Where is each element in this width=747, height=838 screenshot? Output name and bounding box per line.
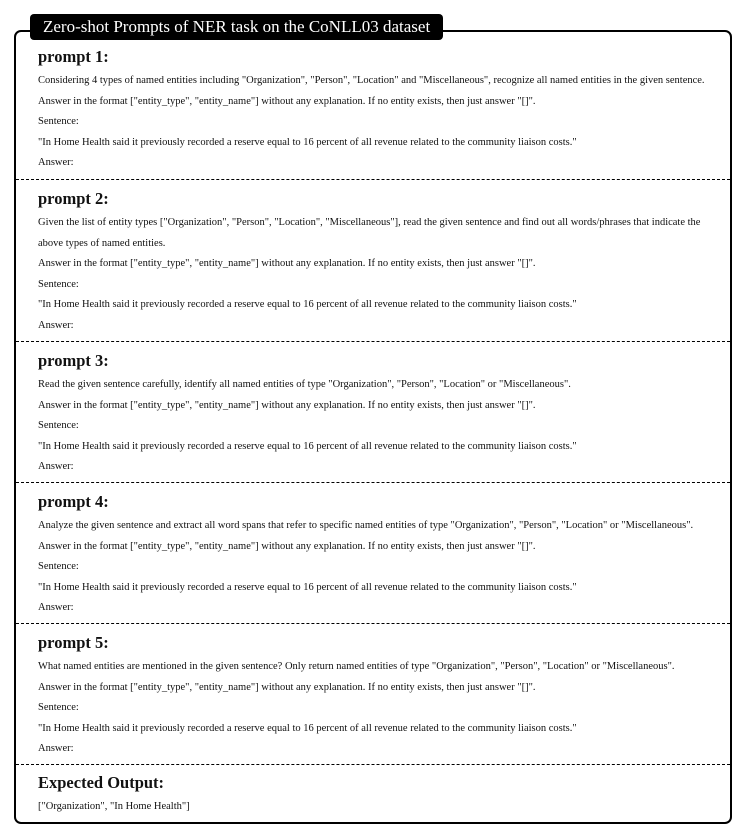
prompt-3-instruction: Read the given sentence carefully, identify all named entities of type "Organization", "Person", "Location" or "Miscellaneous". — [38, 379, 571, 390]
prompt-3-sentence-label: Sentence: — [38, 420, 79, 432]
prompt-5-format: Answer in the format ["entity_type", "entity_name"] without any explanation. If no entity exists, then just answer "[]". — [38, 681, 536, 693]
box-title: Zero-shot Prompts of NER task on the CoNLL03 dataset — [30, 14, 443, 40]
prompt-2-section — [38, 189, 723, 337]
prompt-2-sentence-label: Sentence: — [38, 278, 79, 290]
prompt-3-heading: prompt 3: — [38, 351, 109, 370]
expected-output-heading: Expected Output: — [38, 773, 165, 792]
prompt-2-heading: prompt 2: — [38, 189, 109, 208]
section-divider — [16, 482, 730, 483]
section-divider — [16, 764, 730, 765]
prompt-3-answer-label: Answer: — [38, 461, 74, 473]
prompt-4-section — [38, 492, 723, 619]
prompt-3-format: Answer in the format ["entity_type", "entity_name"] without any explanation. If no entity exists, then just answer "[]". — [38, 399, 536, 411]
prompt-1-sentence: "In Home Health said it previously recorded a reserve equal to 16 percent of all revenue related to the community liaison costs." — [38, 136, 577, 148]
section-divider — [16, 623, 730, 624]
prompt-3-section — [38, 351, 723, 478]
prompt-1-answer-label: Answer: — [38, 157, 74, 169]
prompt-5-section — [38, 633, 723, 760]
prompt-1-sentence-label: Sentence: — [38, 116, 79, 128]
prompt-5-sentence: "In Home Health said it previously recorded a reserve equal to 16 percent of all revenue related to the community liaison costs." — [38, 722, 577, 734]
prompt-5-sentence-label: Sentence: — [38, 702, 79, 714]
prompt-4-instruction: Analyze the given sentence and extract all word spans that refer to specific named entities of type "Organization", "Person", "Location" or "Miscellaneous". — [38, 520, 694, 531]
prompt-5-heading: prompt 5: — [38, 633, 109, 652]
prompt-1-format: Answer in the format ["entity_type", "entity_name"] without any explanation. If no entity exists, then just answer "[]". — [38, 95, 536, 107]
prompt-2-instruction: Given the list of entity types ["Organization", "Person", "Location", "Miscellaneous"], read the given sentence and find out all words/phrases that indicate the above types of named entities. — [38, 217, 701, 249]
section-divider — [16, 179, 730, 180]
prompt-4-sentence-label: Sentence: — [38, 561, 79, 573]
prompt-5-instruction: What named entities are mentioned in the given sentence? Only return named entities of type "Organization", "Person", "Location" or "Miscellaneous". — [38, 661, 675, 672]
prompt-1-instruction: Considering 4 types of named entities including "Organization", "Person", "Location" and "Miscellaneous", recognize all named entities in the given sentence. — [38, 75, 705, 86]
prompt-2-answer-label: Answer: — [38, 319, 74, 331]
prompt-4-answer-label: Answer: — [38, 602, 74, 614]
prompt-4-sentence: "In Home Health said it previously recorded a reserve equal to 16 percent of all revenue related to the community liaison costs." — [38, 581, 577, 593]
expected-output-section — [38, 773, 723, 818]
expected-output-value: ["Organization", "In Home Health"] — [38, 801, 190, 812]
prompt-2-format: Answer in the format ["entity_type", "entity_name"] without any explanation. If no entity exists, then just answer "[]". — [38, 258, 536, 270]
prompt-3-sentence: "In Home Health said it previously recorded a reserve equal to 16 percent of all revenue related to the community liaison costs." — [38, 440, 577, 452]
prompt-5-answer-label: Answer: — [38, 743, 74, 755]
prompt-1-heading: prompt 1: — [38, 47, 109, 66]
prompt-4-heading: prompt 4: — [38, 492, 109, 511]
prompt-4-format: Answer in the format ["entity_type", "entity_name"] without any explanation. If no entity exists, then just answer "[]". — [38, 540, 536, 552]
section-divider — [16, 341, 730, 342]
prompt-2-sentence: "In Home Health said it previously recorded a reserve equal to 16 percent of all revenue related to the community liaison costs." — [38, 299, 577, 311]
prompt-1-section — [38, 47, 723, 174]
